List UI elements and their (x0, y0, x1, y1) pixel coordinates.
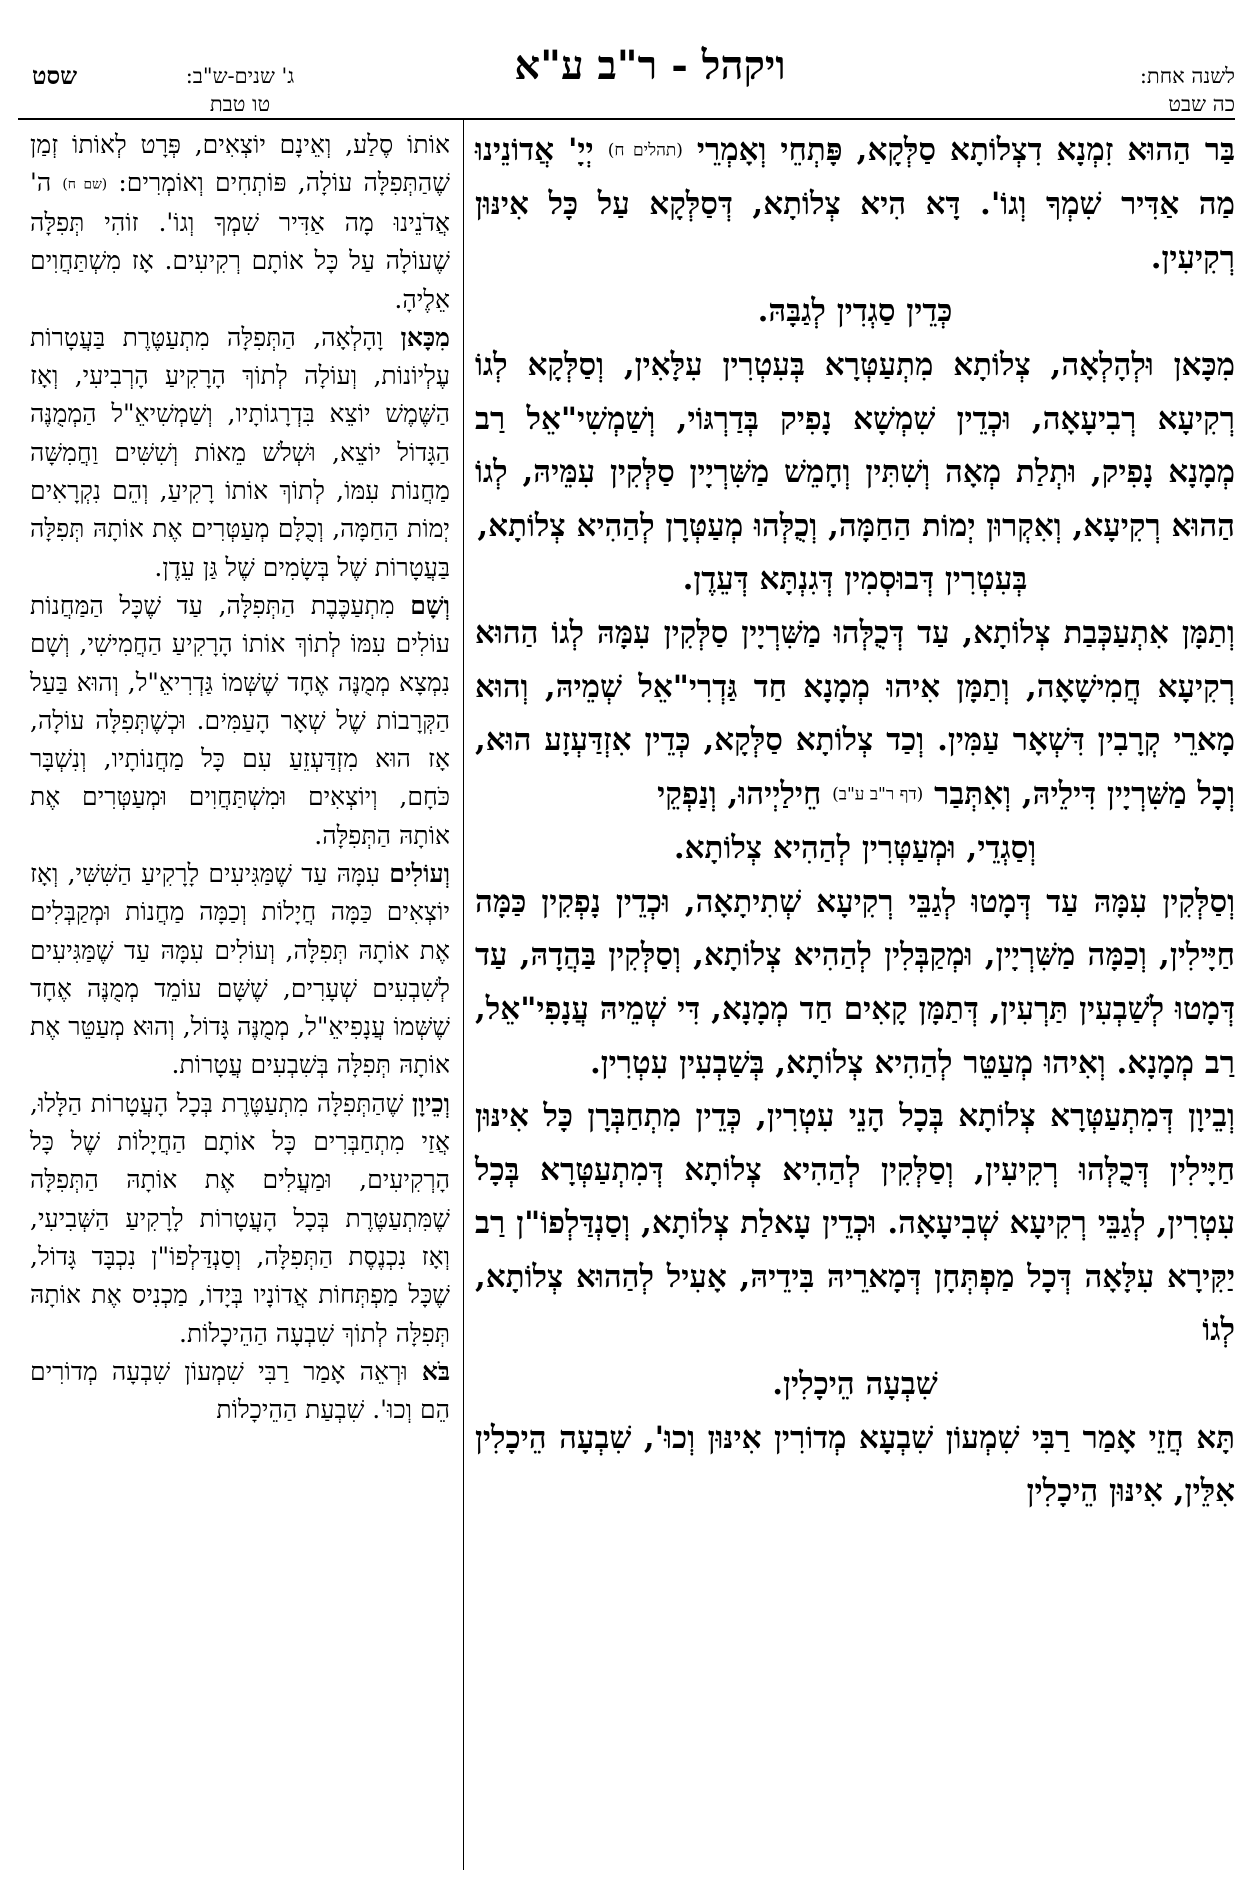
header-daily-schedule (1045, 62, 1235, 118)
main-p6-lead-word: תָּא (1196, 1419, 1236, 1456)
side-p1-source-ref: (שם ח) (62, 176, 108, 193)
aramaic-main-column (475, 124, 1235, 1519)
page-title: ויקהל - ר"ב ע"א (514, 42, 786, 89)
main-p5-lead-word: וְבֵיוָן (1188, 1098, 1235, 1135)
main-paragraph-3 (475, 607, 1235, 822)
side-p5-text: שֶׁהַתְּפִלָּה מִתְעַטֶּרֶת בְּכָל הָעֲטָרוֹת הַלָּלוּ, אֲזַי מִתְחַבְּרִים כָּל אוֹתָם הַחֲיָלוֹת שֶׁל כָּל הָרְקִיעִים, וּמַעֲלִים אֶת אוֹתָהּ הַתְּפִלָּה שֶׁמִּתְעַטֶּרֶת בְּכָל הָעֲטָרוֹת לָרָקִיעַ הַשְּׁבִיעִי, וְאָז נִכְנֶסֶת הַתְּפִלָּה, וְסַנְדַּלְפוֹ"ן נִכְבָּד גָּדוֹל, שֶׁכָּל מַפְתְּחוֹת אֲדוֹנָיו בְּיָדוֹ, מַכְנִיס אֶת אוֹתָהּ תְּפִלָּה לְתוֹךְ שִׁבְעָה הַהֵיכָלוֹת. (30, 1088, 450, 1348)
side-p6-text: וּרְאֵה אָמַר רַבִּי שִׁמְעוֹן שִׁבְעָה מְדוֹרִים הֵם וְכוּ'. שִׁבְעַת הַהֵיכָלוֹת (30, 1356, 450, 1425)
side-paragraph-5 (30, 1085, 450, 1353)
header-schedule-date: כה שבט (1168, 92, 1235, 116)
header-rule (18, 118, 1235, 120)
main-p1-lead-word: בַּר (1204, 132, 1236, 168)
main-p3-page-ref: (דף ר"ב ע"ב) (832, 784, 924, 805)
main-p2-lead-word: מִכָּאן (1173, 347, 1235, 384)
page-number: שסט (32, 61, 78, 90)
main-p4-text: עִמָּהּ עַד דְּמָטוּ לְגַבֵּי רְקִיעָא שְׁתִיתָאָה, וּכְדֵין נָפְקִין כַּמָּה חַיָּילִין, וְכַמָּה מַשִּׁרְיָין, וּמְקַבְּלִין לְהַהִיא צְלוֹתָא, וְסַלְּקִין בַּהֲדָהּ, עַד דְּמָטוּ לְשַׁבְעִין תַּרְעִין, דְּתַמָּן קָאִים חַד מְמָנָא, דִּי שְׁמֵיהּ עֲנָפִי"אֵל, רַב מְמָנָא. וְאִיהוּ מְעַטֵּר לְהַהִיא צְלוֹתָא, בְּשַׁבְעִין עִטְרִין. (475, 883, 1235, 1081)
side-p1-text-a: אוֹתוֹ סֶלַע, וְאֵינָם יוֹצְאִים, פְּרָט לְאוֹתוֹ זְמַן שֶׁהַתְּפִלָּה עוֹלָה, פּוֹתְחִים וְאוֹמְרִים: (30, 130, 451, 198)
side-paragraph-3 (30, 587, 450, 855)
main-p3-lead-word: וְתַמָּן (1181, 615, 1235, 652)
main-p3-closing-line: וְסַגְדֵי, וּמְעַטְּרִין לְהַהִיא צְלוֹתָא. (673, 830, 1037, 867)
column-divider (463, 120, 464, 1870)
main-p1-text-b: יְיָ' אֲדוֹנֵינוּ מַה אַדִּיר שִׁמְךָ וְגוֹ'. דָּא הִיא צְלוֹתָא, דְּסַלְּקָא עַל כָּל אִינּוּן רְקִיעִין. (475, 132, 1235, 276)
header-three-year-date: טו טבת (209, 92, 271, 116)
main-p1-source-ref: (תהלים ח) (607, 140, 683, 161)
main-paragraph-6 (475, 1412, 1235, 1519)
main-paragraph-5 (475, 1090, 1235, 1358)
main-p1-closing-line: כְּדֵין סַגְדִין לְגַבָּהּ. (757, 293, 953, 330)
header-three-year-schedule (135, 62, 345, 118)
page-header (0, 0, 1253, 116)
main-paragraph-1 (475, 124, 1235, 285)
hebrew-translation-column (30, 126, 450, 1429)
main-p2-closing-line: בְּעִטְרִין דְּבוּסְמִין דְּגִנְתָּא דְּעֵדֶן. (682, 561, 1028, 598)
header-three-year-label: ג' שנים-ש"ב: (185, 64, 295, 88)
main-p3-text-b: חֵילַיְיהוּ, וְנַפְקֵי (657, 775, 822, 812)
side-p5-lead-word: וְכֵיוָן (412, 1088, 450, 1118)
side-p4-lead-word: וְעוֹלִים (389, 858, 451, 888)
main-p6-text: חֲזֵי אָמַר רַבִּי שִׁמְעוֹן שִׁבְעָא מְדוֹרִין אִינּוּן וְכוּ', שִׁבְעָה הֵיכָלִין אִלֵּין, אִינּוּן הֵיכָלִין (475, 1419, 1235, 1510)
main-paragraph-4 (475, 876, 1235, 1090)
main-p2-text: וּלְהָלְאָה, צְלוֹתָא מִתְעַטְּרָא בְּעִטְרִין עִלָּאִין, וְסַלְּקָא לְגוֹ רְקִיעָא רְבִיעָאָה, וּכְדֵין שִׁמְשָׁא נָפִיק בְּדַרְגּוֹי, וְשַׁמְשִׁי"אֵל רַב מְמָנָא נָפִיק, וּתְלַת מְאָה וְשִׁתִּין וְחָמֵשׁ מַשִּׁרְיָין סַלְּקִין עִמֵּיהּ, לְגוֹ הַהוּא רְקִיעָא, וְאִקְרוּן יְמוֹת הַחַמָּה, וְכֻלְּהוּ מְעַטְּרָן לְהַהִיא צְלוֹתָא, (475, 347, 1235, 544)
side-paragraph-6 (30, 1353, 450, 1430)
main-p5-closing-line: שִׁבְעָה הֵיכָלִין. (772, 1366, 938, 1403)
main-paragraph-2 (475, 339, 1235, 553)
side-paragraph-1 (30, 126, 450, 319)
side-p3-text: מִתְעַכֶּבֶת הַתְּפִלָּה, עַד שֶׁכָּל הַמַּחֲנוֹת עוֹלִים עִמּוֹ לְתוֹךְ אוֹתוֹ הָרָקִיעַ הַחֲמִישִׁי, וְשָׁם נִמְצָא מְמֻנֶּה אֶחָד שֶׁשְּׁמוֹ גַּדְרִיאֵ"ל, וְהוּא בַּעַל הַקְּרָבוֹת שֶׁל שְׁאָר הָעַמִּים. וּכְשֶׁתְּפִלָּה עוֹלָה, אָז הוּא מִזְדַּעְזֵעַ עִם כָּל מַחֲנוֹתָיו, וְנִשְׁבָּר כֹּחָם, וְיוֹצְאִים וּמִשְׁתַּחֲוִים וּמְעַטְּרִים אֶת אוֹתָהּ הַתְּפִלָּה. (30, 590, 450, 850)
side-p1-text-b: ה' אֲדֹנֵינוּ מָה אַדִּיר שִׁמְךָ וְגוֹ'. זוֹהִי תְּפִלָּה שֶׁעוֹלָה עַל כָּל אוֹתָם רְקִיעִים. אָז מִשְׁתַּחֲוִים אֵלֶיהָ. (30, 168, 450, 314)
side-p2-lead-word: מִכָּאן (400, 322, 450, 352)
side-paragraph-2 (30, 319, 450, 587)
side-p4-text: עִמָּהּ עַד שֶׁמַּגִּיעִים לָרָקִיעַ הַשִּׁשִּׁי, וְאָז יוֹצְאִים כַּמָּה חֲיָלוֹת וְכַמָּה מַחֲנוֹת וּמְקַבְּלִים אֶת אוֹתָהּ תְּפִלָּה, וְעוֹלִים עִמָּהּ עַד שֶׁמַּגִּיעִים לְשִׁבְעִים שְׁעָרִים, שֶׁשָּׁם עוֹמֵד מְמֻנֶּה אֶחָד שֶׁשְּׁמוֹ עֲנָפִיאֵ"ל, מְמֻנֶּה גָּדוֹל, וְהוּא מְעַטֵּר אֶת אוֹתָהּ תְּפִלָּה בְּשִׁבְעִים עֲטָרוֹת. (30, 858, 450, 1080)
header-schedule-label: לשנה אחת: (1139, 64, 1235, 88)
side-p2-text: וָהָלְאָה, הַתְּפִלָּה מִתְעַטֶּרֶת בַּעֲטָרוֹת עֶלְיוֹנוֹת, וְעוֹלָה לְתוֹךְ הָרָקִיעַ הָרְבִיעִי, וְאָז הַשֶּׁמֶשׁ יוֹצֵא בִּדְרָגוֹתָיו, וְשַׁמְשִׁיאֵ"ל הַמְמֻנֶּה הַגָּדוֹל יוֹצֵא, וּשְׁלֹשׁ מֵאוֹת וְשִׁשִּׁים וַחֲמִשָּׁה מַחֲנוֹת עִמּוֹ, לְתוֹךְ אוֹתוֹ רָקִיעַ, וְהֵם נִקְרָאִים יְמוֹת הַחַמָּה, וְכֻלָּם מְעַטְּרִים אֶת אוֹתָהּ תְּפִלָּה בַּעֲטָרוֹת שֶׁל בְּשָׂמִים שֶׁל גַּן עֵדֶן. (30, 322, 450, 582)
side-p6-lead-word: בֹּא (421, 1356, 450, 1386)
main-p3-text-a: אִתְעַכְּבַת צְלוֹתָא, עַד דְּכֻלְּהוּ מַשִּׁרְיָין סַלְּקִין עִמָּהּ לְגוֹ הַהוּא רְקִיעָא חֲמִישָׁאָה, וְתַמָּן אִיהוּ מְמָנָא חַד גַּדְרִי"אֵל שְׁמֵיהּ, וְהוּא מָארֵי קְרָבִין דִּשְׁאָר עַמִּין. וְכַד צְלוֹתָא סַלְּקָא, כְּדֵין אִזְדַּעְזָע הוּא, וְכָל מַשִּׁרְיָין דִּילֵיהּ, וְאִתְּבַר (475, 615, 1235, 812)
main-p5-text: דְּמִתְעַטְּרָא צְלוֹתָא בְּכָל הָנֵי עִטְרִין, כְּדֵין מִתְחַבְּרָן כָּל אִינּוּן חַיָּילִין דְּכֻלְּהוּ רְקִיעִין, וְסַלְּקִין לְהַהִיא צְלוֹתָא דְּמִתְעַטְּרָא בְּכָל עִטְרִין, לְגַבֵּי רְקִיעָא שְׁבִיעָאָה. וּכְדֵין עָאלַת צְלוֹתָא, וְסַנְדַּלְפוֹ"ן רַב יַקִּירָא עִלָּאָה דְּכָל מַפְתְּחָן דְּמָארֵיהּ בִּידֵיהּ, אָעִיל לְהַהוּא צְלוֹתָא, לְגוֹ (475, 1098, 1235, 1349)
main-p1-text-a: הַהוּא זִמְנָא דִצְלוֹתָא סַלְּקָא, פָּתְחֵי וְאָמְרֵי (696, 132, 1191, 168)
side-paragraph-4 (30, 855, 450, 1085)
main-p4-lead-word: וְסַלְּקִין (1162, 883, 1236, 920)
side-p3-lead-word: וְשָׁם (410, 590, 450, 620)
